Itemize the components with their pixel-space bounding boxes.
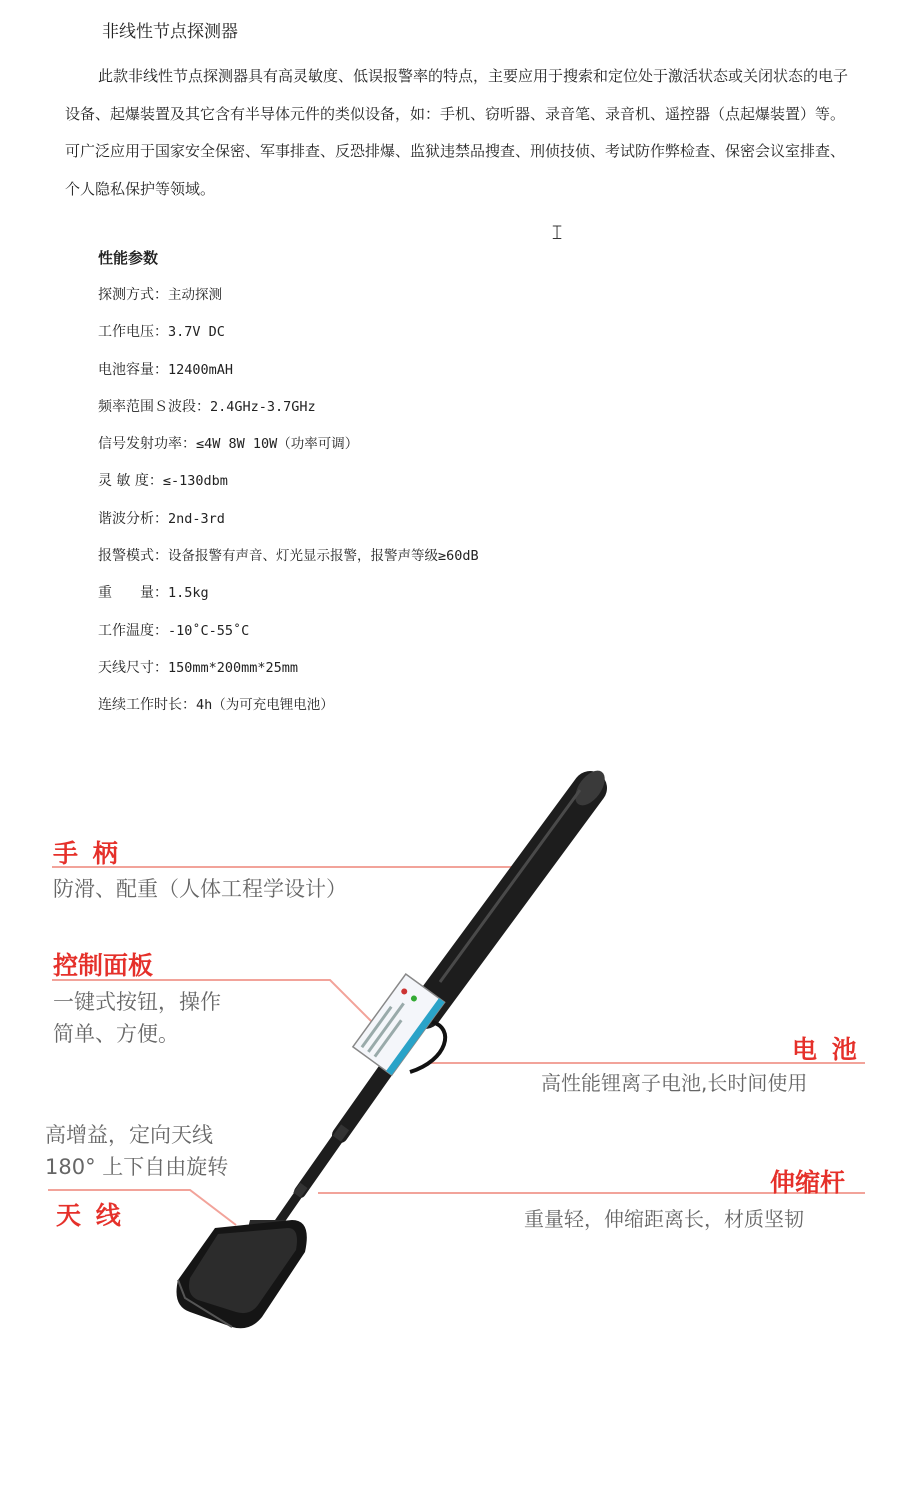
spec-item: 工作电压：3.7V DC [98,324,225,341]
spec-item: 灵 敏 度：≤-130dbm [98,473,228,490]
spec-item: 信号发射功率：≤4W 8W 10W（功率可调） [98,436,359,453]
handle-desc: 防滑、配重（人体工程学设计） [53,877,347,901]
antenna-desc-1: 高增益，定向天线 [45,1123,213,1147]
telescopic-rod [275,1050,400,1228]
antenna-title: 天 线 [56,1201,124,1230]
spec-item: 重 量：1.5kg [98,585,209,602]
text-cursor-icon: 𝙸 [550,220,565,244]
spec-item: 频率范围Ｓ波段：2.4GHz-3.7GHz [98,398,316,415]
spec-item: 报警模式：设备报警有声音、灯光显示报警，报警声等级≥60dB [98,548,479,565]
spec-item: 谐波分析：2nd-3rd [98,510,225,527]
intro-paragraph: 此款非线性节点探测器具有高灵敏度、低误报警率的特点，主要应用于搜索和定位处于激活状态或关闭状态的电子设备、起爆装置及其它含有半导体元件的类似设备，如：手机、窃听器、录音笔、录音机、遥控器（点起爆装置）等。可广泛应用于国家安全保密、军事排查、反恐排爆、监狱违禁品搜查、刑侦技侦、考试防作弊检查、保密会议室排查、个人隐私保护等领域。 [65,67,849,198]
spec-item: 探测方式：主动探测 [98,287,222,303]
product-figure [0,750,900,1370]
battery-title: 电 池 [792,1035,860,1064]
detector-illustration [0,750,900,1370]
spec-heading: 性能参数 [98,249,159,267]
battery-desc: 高性能锂离子电池,长时间使用 [541,1071,808,1095]
antenna-desc-2: 180° 上下自由旋转 [45,1155,229,1179]
page-title: 非线性节点探测器 [102,22,238,42]
handle [425,765,611,1012]
panel-desc-2: 简单、方便。 [53,1022,179,1046]
rod-desc: 重量轻，伸缩距离长，材质坚韧 [524,1207,804,1231]
spec-item: 连续工作时长：4h（为可充电锂电池） [98,697,334,714]
antenna-head [177,1220,307,1328]
spec-item: 电池容量：12400mAH [98,361,234,378]
panel-title: 控制面板 [53,951,154,980]
spec-item: 天线尺寸：150mm*200mm*25mm [98,659,299,676]
panel-desc-1: 一键式按钮，操作 [53,990,221,1014]
spec-list [98,284,479,732]
spec-item: 工作温度：-10˚C-55˚C [98,622,250,639]
rod-title: 伸缩杆 [770,1168,846,1197]
handle-title: 手 柄 [53,839,121,868]
